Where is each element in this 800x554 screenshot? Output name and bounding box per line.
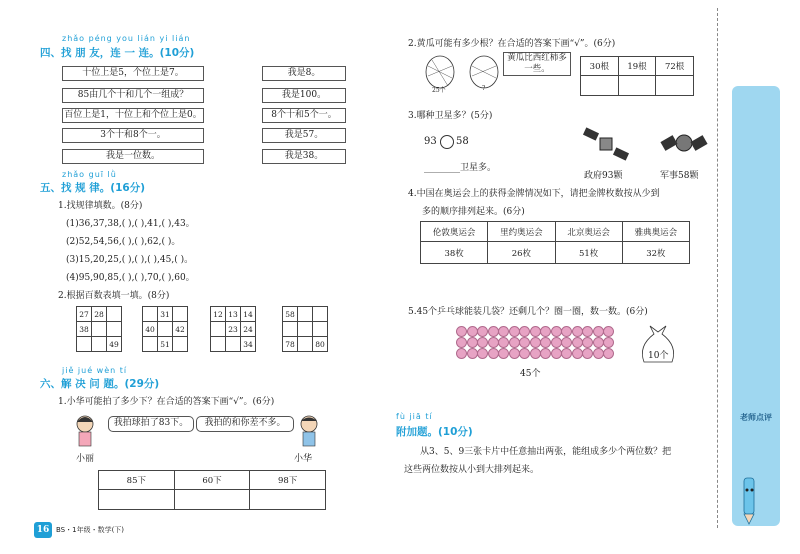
- grid-cell: [298, 322, 313, 337]
- sec5-title: 五、找 规 律。(16分): [40, 182, 146, 194]
- pencil-mascot-icon: [734, 476, 764, 526]
- speech-bubble-2: 我拍的和你差不多。: [196, 416, 294, 432]
- ping-pong-ball: [540, 348, 551, 359]
- ping-pong-ball: [572, 337, 583, 348]
- pattern-row-1: (1)36,37,38,( ),( ),41,( ),43。: [66, 219, 195, 229]
- option-cell: 85下: [99, 471, 175, 490]
- medal-cell: 26枚: [488, 242, 555, 264]
- ping-pong-ball: [540, 326, 551, 337]
- right-q4-line1: 4.中国在奥运会上的获得金牌情况如下，请把金牌枚数按从少到: [408, 189, 660, 199]
- grid-cell: [313, 307, 328, 322]
- match-right-4: 我是57。: [262, 128, 346, 143]
- match-left-1: 十位上是5，个位上是7。: [62, 66, 204, 81]
- medal-cell: 38枚: [421, 242, 488, 264]
- grid-cell: 49: [107, 337, 122, 352]
- hundred-grid-3: [210, 306, 256, 352]
- ping-pong-ball: [540, 337, 551, 348]
- grid-cell: 28: [92, 307, 107, 322]
- clap-options-table: [98, 470, 326, 510]
- ping-pong-ball: [477, 337, 488, 348]
- grid-cell: [92, 322, 107, 337]
- grid-cell: [143, 307, 158, 322]
- page-number: 16: [34, 522, 52, 538]
- satellite-fill: ________卫星多。: [424, 163, 497, 173]
- ping-pong-ball: [519, 348, 530, 359]
- sec5-q1: 1.找规律填数。(8分): [58, 201, 143, 211]
- option-cell: 72根: [656, 57, 694, 76]
- grid-cell: [283, 322, 298, 337]
- grid-cell: 40: [143, 322, 158, 337]
- answer-cell[interactable]: [618, 76, 656, 96]
- ping-pong-ball: [593, 348, 604, 359]
- ping-pong-ball: [572, 348, 583, 359]
- name-xiaohua: 小华: [294, 454, 313, 464]
- hundred-grid-2: [142, 306, 188, 352]
- ping-pong-ball: [530, 337, 541, 348]
- match-left-5: 我是一位数。: [62, 149, 204, 164]
- ping-pong-ball: [519, 337, 530, 348]
- answer-cell[interactable]: [581, 76, 619, 96]
- ping-pong-ball: [488, 337, 499, 348]
- grid-cell: [107, 307, 122, 322]
- match-left-2: 85由几个十和几个一组成？: [62, 88, 204, 103]
- ping-pong-ball: [582, 326, 593, 337]
- match-right-3: 8个十和5个一。: [262, 108, 346, 123]
- ping-pong-ball: [561, 337, 572, 348]
- option-cell: 19根: [618, 57, 656, 76]
- ping-pong-ball: [456, 348, 467, 359]
- games-cell: 伦敦奥运会: [421, 222, 488, 242]
- cucumber-note: 黄瓜比西红柿多一些。: [503, 52, 571, 76]
- sec4-title: 四、找 朋 友，连 一 连。(10分): [40, 47, 195, 59]
- ping-pong-ball: [477, 326, 488, 337]
- grid-cell: [173, 337, 188, 352]
- sec4-pinyin: zhǎo péng you lián yi lián: [62, 34, 191, 43]
- ping-pong-ball: [582, 348, 593, 359]
- ping-pong-ball: [572, 326, 583, 337]
- satellite-label-1: 政府93颗: [584, 171, 623, 181]
- ping-pong-ball: [509, 348, 520, 359]
- cucumber-options-table: [580, 56, 694, 96]
- speech-bubble-1: 我拍球拍了83下。: [108, 416, 194, 432]
- hundred-grid-4: [282, 306, 328, 352]
- grid-cell: 23: [226, 322, 241, 337]
- grid-cell: [173, 307, 188, 322]
- grid-cell: 38: [77, 322, 92, 337]
- olympics-table: [420, 221, 690, 264]
- grid-cell: 58: [283, 307, 298, 322]
- ping-pong-ball: [551, 326, 562, 337]
- ping-pong-ball: [467, 348, 478, 359]
- grid-cell: [143, 337, 158, 352]
- ping-pong-ball: [561, 348, 572, 359]
- basket1-label: 25个: [432, 87, 446, 94]
- grid-cell: 27: [77, 307, 92, 322]
- sec5-pinyin: zhǎo guī lǜ: [62, 170, 117, 179]
- add-line2: 这些两位数按从小到大排列起来。: [404, 465, 540, 475]
- grid-cell: 24: [241, 322, 256, 337]
- hundred-grid-1: [76, 306, 122, 352]
- grid-cell: 78: [283, 337, 298, 352]
- teacher-comment-panel: [732, 86, 780, 526]
- add-pinyin: fù jiā tí: [396, 412, 433, 421]
- bag-label: 10个: [648, 351, 669, 361]
- grid-cell: 13: [226, 307, 241, 322]
- ping-pong-ball: [467, 337, 478, 348]
- cut-line: [717, 8, 718, 528]
- compare-a: 93: [424, 136, 437, 147]
- ball-count: 45个: [520, 369, 541, 379]
- grid-cell: [77, 337, 92, 352]
- grid-cell: 12: [211, 307, 226, 322]
- games-cell: 里约奥运会: [488, 222, 555, 242]
- match-right-1: 我是8。: [262, 66, 346, 81]
- ping-pong-ball: [593, 337, 604, 348]
- basket2-label: ?: [482, 85, 486, 92]
- pattern-row-3: (3)15,20,25,( ),( ),( ),45,( )。: [66, 255, 194, 265]
- satellite-icon: [660, 120, 708, 166]
- ping-pong-ball: [603, 326, 614, 337]
- grid-cell: [226, 337, 241, 352]
- sec6-q1: 1.小华可能拍了多少下？在合适的答案下画“√”。(6分): [58, 397, 275, 407]
- ping-pong-ball: [509, 326, 520, 337]
- grid-cell: [107, 322, 122, 337]
- ping-pong-ball: [561, 326, 572, 337]
- ping-pong-ball: [519, 326, 530, 337]
- ping-pong-ball: [530, 326, 541, 337]
- girl-figure-icon: [70, 412, 100, 450]
- ping-pong-ball: [582, 337, 593, 348]
- match-left-4: 3个十和8个一。: [62, 128, 204, 143]
- ping-pong-ball: [467, 326, 478, 337]
- ping-pong-ball: [603, 348, 614, 359]
- ping-pong-ball: [456, 337, 467, 348]
- footer-info: BS・1年级・数学(下): [56, 526, 125, 534]
- right-q3: 3.哪种卫星多？(5分): [408, 111, 493, 121]
- name-xiaoli: 小丽: [76, 454, 95, 464]
- ping-pong-ball: [498, 326, 509, 337]
- answer-cell[interactable]: [99, 490, 175, 510]
- grid-cell: 51: [158, 337, 173, 352]
- boy-figure-icon: [294, 412, 324, 450]
- right-q4-line2: 多的顺序排列起来。(6分): [422, 207, 525, 217]
- games-cell: 雅典奥运会: [622, 222, 689, 242]
- grid-cell: 80: [313, 337, 328, 352]
- grid-cell: 42: [173, 322, 188, 337]
- ping-pong-ball: [498, 348, 509, 359]
- right-q2: 2.黄瓜可能有多少根？在合适的答案下画“√”。(6分): [408, 39, 616, 49]
- ping-pong-ball: [488, 326, 499, 337]
- sec5-q2: 2.根据百数表填一填。(8分): [58, 291, 170, 301]
- match-right-2: 我是100。: [262, 88, 346, 103]
- games-cell: 北京奥运会: [555, 222, 622, 242]
- add-line1: 从3、5、9三张卡片中任意抽出两张，能组成多少个两位数？把: [420, 447, 672, 457]
- grid-cell: [313, 322, 328, 337]
- grid-cell: [298, 337, 313, 352]
- sec6-pinyin: jiě jué wèn tí: [62, 366, 128, 375]
- grid-cell: 31: [158, 307, 173, 322]
- pattern-row-2: (2)52,54,56,( ),( ),62,( )。: [66, 237, 181, 247]
- grid-cell: [158, 322, 173, 337]
- teacher-comment-label: 老师点评: [740, 412, 772, 422]
- ping-pong-ball: [498, 337, 509, 348]
- pattern-row-4: (4)95,90,85,( ),( ),70,( ),60。: [66, 273, 195, 283]
- add-title: 附加题。(10分): [396, 426, 473, 438]
- option-cell: 98下: [250, 471, 326, 490]
- grid-cell: [298, 307, 313, 322]
- medal-cell: 51枚: [555, 242, 622, 264]
- ping-pong-ball: [456, 326, 467, 337]
- sec6-title: 六、解 决 问 题。(29分): [40, 378, 160, 390]
- ping-pong-ball: [603, 337, 614, 348]
- compare-b: 58: [456, 136, 469, 147]
- answer-cell[interactable]: [656, 76, 694, 96]
- answer-cell[interactable]: [174, 490, 250, 510]
- grid-cell: 14: [241, 307, 256, 322]
- match-left-3: 百位上是1，十位上和个位上是0。: [62, 108, 204, 123]
- grid-cell: [92, 337, 107, 352]
- ping-pong-ball: [551, 337, 562, 348]
- option-cell: 60下: [174, 471, 250, 490]
- match-right-5: 我是38。: [262, 149, 346, 164]
- ping-pong-ball: [530, 348, 541, 359]
- option-cell: 30根: [581, 57, 619, 76]
- satellite-label-2: 军事58颗: [660, 171, 699, 181]
- grid-cell: [211, 322, 226, 337]
- right-q5: 5.45个乒乓球能装几袋？还剩几个？圈一圈，数一数。(6分): [408, 307, 648, 317]
- ping-pong-ball: [593, 326, 604, 337]
- medal-cell: 32枚: [622, 242, 689, 264]
- answer-cell[interactable]: [250, 490, 326, 510]
- ping-pong-balls: [456, 326, 616, 360]
- ping-pong-ball: [551, 348, 562, 359]
- compare-circle[interactable]: [440, 135, 454, 149]
- grid-cell: 34: [241, 337, 256, 352]
- grid-cell: [211, 337, 226, 352]
- ping-pong-ball: [488, 348, 499, 359]
- ping-pong-ball: [477, 348, 488, 359]
- ping-pong-ball: [509, 337, 520, 348]
- satellite-icon: [582, 124, 630, 164]
